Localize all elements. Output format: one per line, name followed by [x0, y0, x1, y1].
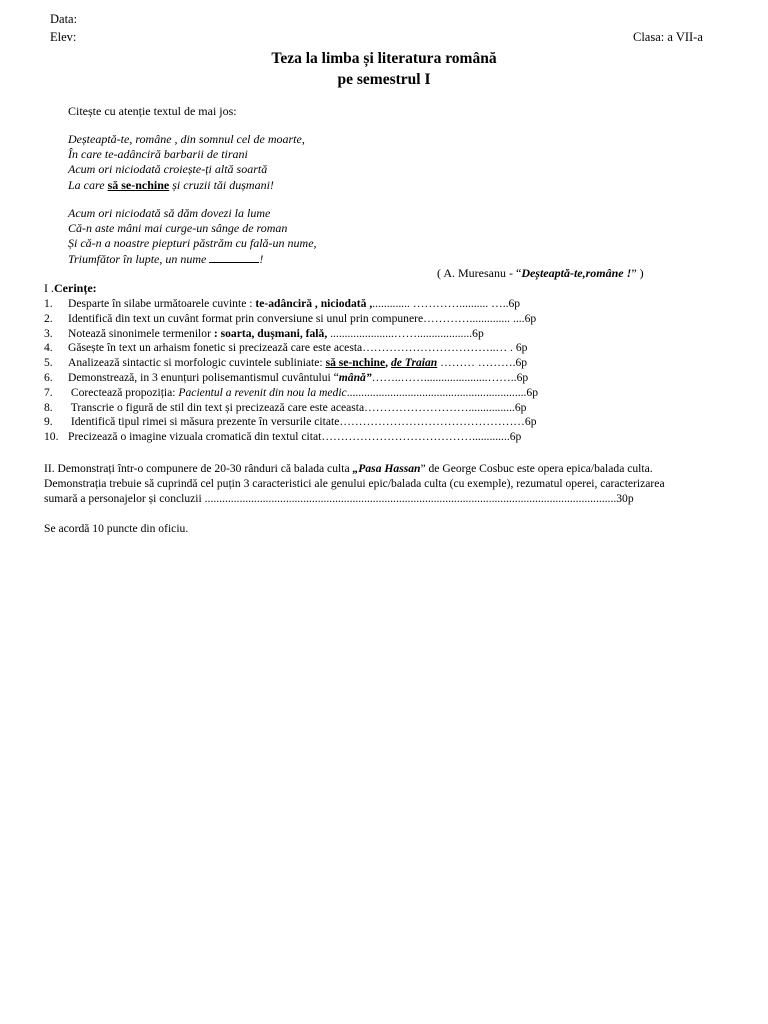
attribution: ( A. Muresanu - “Deșteaptă-te,române !” ): [437, 266, 644, 280]
poem-line: Acum ori niciodată croiește-ți altă soartă: [68, 162, 268, 177]
underlined-phrase: să se-nchine: [107, 177, 170, 192]
poem-line: Deșteaptă-te, române , din somnul cel de moarte,: [68, 132, 305, 146]
poem-line: Și că-n a noastre piepturi păstrăm cu fală-un nume,: [68, 236, 317, 251]
task-item-1: 1. Desparte în silabe următoarele cuvinte : te-adânciră , niciodată ,............. ………….......... …..6p: [44, 297, 521, 310]
poem-stanza-1: [68, 132, 305, 193]
essay-line-3: sumară a personajelor și concluzii ..............................................................................................................................................30p: [44, 492, 634, 505]
section-2-essay: [44, 461, 734, 506]
essay-line-1: II. Demonstrați într-o compunere de 20-30 rânduri că balada culta „Pasa Hassan” de George Cosbuc este opera epica/balada culta.: [44, 462, 653, 475]
task-item-4: 4. Găsește în text un arhaism fonetic si precizează care este acesta……………………………..… . 6p: [44, 341, 528, 355]
fill-in-blank: [209, 253, 259, 263]
instruction-text: Citește cu atenție textul de mai jos:: [68, 104, 237, 118]
footer-note: Se acordă 10 puncte din oficiu.: [44, 522, 189, 535]
date-label: Data:: [50, 12, 78, 26]
page-title: Teza la limba și literatura română: [271, 50, 497, 67]
essay-line-2: Demonstrația trebuie să cuprindă cel puțin 3 caracteristici ale genului epic/balada culta (cu exemple), rezumatul operei, caracterizarea: [44, 477, 665, 490]
poem-line: La care să se-nchine și cruzii tăi dușmani!: [68, 177, 274, 192]
task-item-5: 5. Analizează sintactic si morfologic cuvintele subliniate: să se-nchine, de Traian ……… ……….6p: [44, 356, 528, 370]
poem-line: Triumfător în lupte, un nume !: [68, 251, 264, 266]
poem-line: Acum ori niciodată să dăm dovezi la lume: [68, 206, 271, 220]
task-list: [44, 297, 744, 445]
section-1-heading: I .Cerințe:: [44, 281, 97, 295]
task-item-9: 9. Identifică tipul rimei si măsura prezente în versurile citate…………………………………………6p: [44, 415, 537, 429]
poem-line: Că-n aste mâni mai curge-un sânge de roman: [68, 221, 288, 236]
page-subtitle: pe semestrul I: [337, 71, 431, 88]
task-item-6: 6. Demonstrează, in 3 enunțuri polisemantismul cuvântului “mână”……..……......................……..6p: [44, 370, 529, 384]
poem-stanza-2: [68, 206, 317, 267]
class-label: Clasa: a VII-a: [633, 30, 703, 44]
task-item-7: 7. Corectează propoziția: Pacientul a revenit din nou la medic..............................................................6p: [44, 385, 538, 399]
task-item-8: 8. Transcrie o figură de stil din text și precizează care este aceasta………………………................6p: [44, 400, 527, 414]
student-label: Elev:: [50, 30, 77, 44]
task-item-10: 10. Precizează o imagine vizuala cromatică din textul citat………………………………….............6p: [44, 430, 522, 444]
poem-line: În care te-adânciră barbarii de tirani: [68, 147, 248, 162]
task-item-2: 2. Identifică din text un cuvânt format prin conversiune si unul prin compunere………….............. ....6p: [44, 311, 537, 325]
task-item-3: 3. Notează sinonimele termenilor : soarta, dușmani, falǎ, ......................……...................6p: [44, 326, 484, 340]
